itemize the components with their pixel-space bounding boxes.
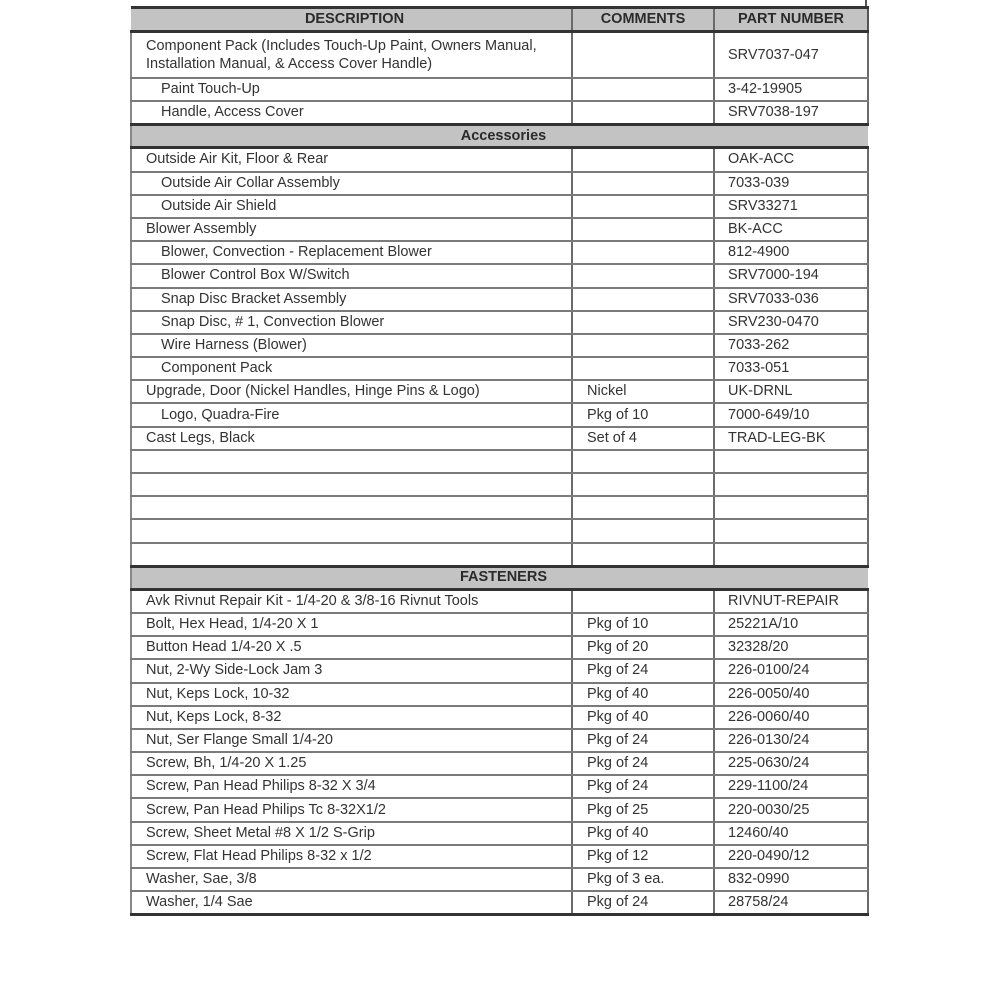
cell-part-number: 220-0490/12: [714, 845, 868, 868]
cell-description: Screw, Flat Head Philips 8-32 x 1/2: [131, 845, 572, 868]
cell-comments: Pkg of 24: [572, 659, 714, 682]
cell-comments: Pkg of 10: [572, 403, 714, 426]
cell-description: [131, 473, 572, 496]
cell-part-number: SRV7000-194: [714, 264, 868, 287]
cell-part-number: 7033-039: [714, 172, 868, 195]
cell-part-number: 7033-262: [714, 334, 868, 357]
table-row: [131, 683, 868, 706]
cell-description: Nut, 2-Wy Side-Lock Jam 3: [131, 659, 572, 682]
cell-part-number: [714, 519, 868, 542]
cell-part-number: 225-0630/24: [714, 752, 868, 775]
blank-row: [131, 473, 868, 496]
cell-description: Snap Disc Bracket Assembly: [131, 288, 572, 311]
table-row: [131, 427, 868, 450]
cell-comments: [572, 589, 714, 613]
cell-part-number: BK-ACC: [714, 218, 868, 241]
cell-comments: [572, 357, 714, 380]
cell-part-number: [714, 450, 868, 473]
column-header-part-number: PART NUMBER: [714, 8, 868, 32]
table-row: [131, 311, 868, 334]
section-title: FASTENERS: [131, 566, 868, 589]
cell-comments: Pkg of 24: [572, 752, 714, 775]
cell-comments: [572, 148, 714, 172]
table-row: [131, 659, 868, 682]
cell-comments: Pkg of 12: [572, 845, 714, 868]
cell-description: Screw, Pan Head Philips 8-32 X 3/4: [131, 775, 572, 798]
table-row: [131, 172, 868, 195]
table-row: [131, 241, 868, 264]
cell-description: Washer, 1/4 Sae: [131, 891, 572, 915]
table-row: [131, 636, 868, 659]
cell-part-number: OAK-ACC: [714, 148, 868, 172]
parts-table: [130, 6, 869, 916]
cell-comments: [572, 311, 714, 334]
cell-description: Cast Legs, Black: [131, 427, 572, 450]
cell-part-number: 226-0060/40: [714, 706, 868, 729]
cell-comments: [572, 450, 714, 473]
cell-description: [131, 450, 572, 473]
cell-description: Component Pack (Includes Touch-Up Paint, Owners Manual, Installation Manual, & Access Cover Handle): [131, 32, 572, 79]
section-title: Accessories: [131, 125, 868, 148]
table-row: [131, 706, 868, 729]
cell-description: Screw, Pan Head Philips Tc 8-32X1/2: [131, 798, 572, 821]
cell-part-number: 3-42-19905: [714, 78, 868, 101]
parts-list-page: [130, 0, 867, 1000]
cell-part-number: [714, 496, 868, 519]
cell-description: Blower Control Box W/Switch: [131, 264, 572, 287]
column-header-comments: COMMENTS: [572, 8, 714, 32]
cell-part-number: SRV7037-047: [714, 32, 868, 79]
cell-description: [131, 496, 572, 519]
cell-comments: Pkg of 24: [572, 775, 714, 798]
table-row: [131, 288, 868, 311]
cell-comments: [572, 172, 714, 195]
cell-description: Nut, Keps Lock, 10-32: [131, 683, 572, 706]
cell-part-number: 226-0050/40: [714, 683, 868, 706]
cell-part-number: 7033-051: [714, 357, 868, 380]
cell-part-number: 28758/24: [714, 891, 868, 915]
cell-part-number: SRV7038-197: [714, 101, 868, 125]
cell-description: Nut, Keps Lock, 8-32: [131, 706, 572, 729]
blank-row: [131, 450, 868, 473]
cell-description: Snap Disc, # 1, Convection Blower: [131, 311, 572, 334]
table-row: [131, 195, 868, 218]
cell-description: Upgrade, Door (Nickel Handles, Hinge Pins & Logo): [131, 380, 572, 403]
table-row: [131, 775, 868, 798]
section-header-accessories: [131, 125, 868, 148]
cell-description: Button Head 1/4-20 X .5: [131, 636, 572, 659]
cell-comments: [572, 218, 714, 241]
cell-part-number: SRV33271: [714, 195, 868, 218]
blank-row: [131, 543, 868, 567]
cell-description: Washer, Sae, 3/8: [131, 868, 572, 891]
table-row: [131, 822, 868, 845]
cell-description: Screw, Sheet Metal #8 X 1/2 S-Grip: [131, 822, 572, 845]
table-row: [131, 380, 868, 403]
cell-comments: [572, 288, 714, 311]
cell-part-number: 7000-649/10: [714, 403, 868, 426]
cell-comments: Pkg of 24: [572, 729, 714, 752]
table-row: [131, 403, 868, 426]
cell-comments: [572, 496, 714, 519]
section-header-fasteners: [131, 566, 868, 589]
table-row: [131, 845, 868, 868]
cell-comments: [572, 519, 714, 542]
cell-comments: Pkg of 3 ea.: [572, 868, 714, 891]
cell-comments: Pkg of 24: [572, 891, 714, 915]
cell-part-number: UK-DRNL: [714, 380, 868, 403]
cell-part-number: 32328/20: [714, 636, 868, 659]
cell-description: Paint Touch-Up: [131, 78, 572, 101]
table-row: [131, 589, 868, 613]
cell-comments: Pkg of 40: [572, 683, 714, 706]
blank-row: [131, 496, 868, 519]
table-row: [131, 264, 868, 287]
table-row: [131, 891, 868, 915]
cell-description: Outside Air Kit, Floor & Rear: [131, 148, 572, 172]
blank-row: [131, 519, 868, 542]
table-row: [131, 32, 868, 79]
cell-description: Bolt, Hex Head, 1/4-20 X 1: [131, 613, 572, 636]
table-row: [131, 101, 868, 125]
cell-description: Blower Assembly: [131, 218, 572, 241]
table-row: [131, 334, 868, 357]
table-row: [131, 148, 868, 172]
cell-part-number: SRV7033-036: [714, 288, 868, 311]
cell-description: Screw, Bh, 1/4-20 X 1.25: [131, 752, 572, 775]
cell-part-number: [714, 473, 868, 496]
cell-comments: Set of 4: [572, 427, 714, 450]
cell-description: Avk Rivnut Repair Kit - 1/4-20 & 3/8-16 Rivnut Tools: [131, 589, 572, 613]
cell-comments: [572, 473, 714, 496]
cell-description: [131, 519, 572, 542]
cell-part-number: 812-4900: [714, 241, 868, 264]
cell-part-number: 220-0030/25: [714, 798, 868, 821]
cell-part-number: 226-0130/24: [714, 729, 868, 752]
cell-comments: Nickel: [572, 380, 714, 403]
cell-description: Logo, Quadra-Fire: [131, 403, 572, 426]
cell-description: Nut, Ser Flange Small 1/4-20: [131, 729, 572, 752]
column-header-description: DESCRIPTION: [131, 8, 572, 32]
cell-part-number: 25221A/10: [714, 613, 868, 636]
cell-comments: [572, 195, 714, 218]
cell-part-number: SRV230-0470: [714, 311, 868, 334]
cell-part-number: 226-0100/24: [714, 659, 868, 682]
table-row: [131, 357, 868, 380]
cell-comments: Pkg of 25: [572, 798, 714, 821]
cell-comments: [572, 32, 714, 79]
table-row: [131, 868, 868, 891]
cell-comments: Pkg of 10: [572, 613, 714, 636]
cell-part-number: 832-0990: [714, 868, 868, 891]
cell-description: [131, 543, 572, 567]
cell-part-number: RIVNUT-REPAIR: [714, 589, 868, 613]
cell-comments: [572, 334, 714, 357]
cell-comments: [572, 101, 714, 125]
cell-description: Wire Harness (Blower): [131, 334, 572, 357]
cell-part-number: TRAD-LEG-BK: [714, 427, 868, 450]
cell-description: Blower, Convection - Replacement Blower: [131, 241, 572, 264]
cell-description: Handle, Access Cover: [131, 101, 572, 125]
table-row: [131, 218, 868, 241]
cell-comments: Pkg of 40: [572, 822, 714, 845]
cell-comments: [572, 264, 714, 287]
cell-part-number: 12460/40: [714, 822, 868, 845]
table-body: [131, 32, 868, 915]
cell-description: Component Pack: [131, 357, 572, 380]
table-header-row: [131, 8, 868, 32]
table-row: [131, 78, 868, 101]
cell-part-number: [714, 543, 868, 567]
cell-comments: [572, 78, 714, 101]
cell-comments: [572, 241, 714, 264]
table-row: [131, 729, 868, 752]
table-row: [131, 798, 868, 821]
cell-comments: Pkg of 20: [572, 636, 714, 659]
table-row: [131, 613, 868, 636]
cell-description: Outside Air Shield: [131, 195, 572, 218]
cell-comments: [572, 543, 714, 567]
cell-part-number: 229-1100/24: [714, 775, 868, 798]
cell-comments: Pkg of 40: [572, 706, 714, 729]
table-row: [131, 752, 868, 775]
cell-description: Outside Air Collar Assembly: [131, 172, 572, 195]
